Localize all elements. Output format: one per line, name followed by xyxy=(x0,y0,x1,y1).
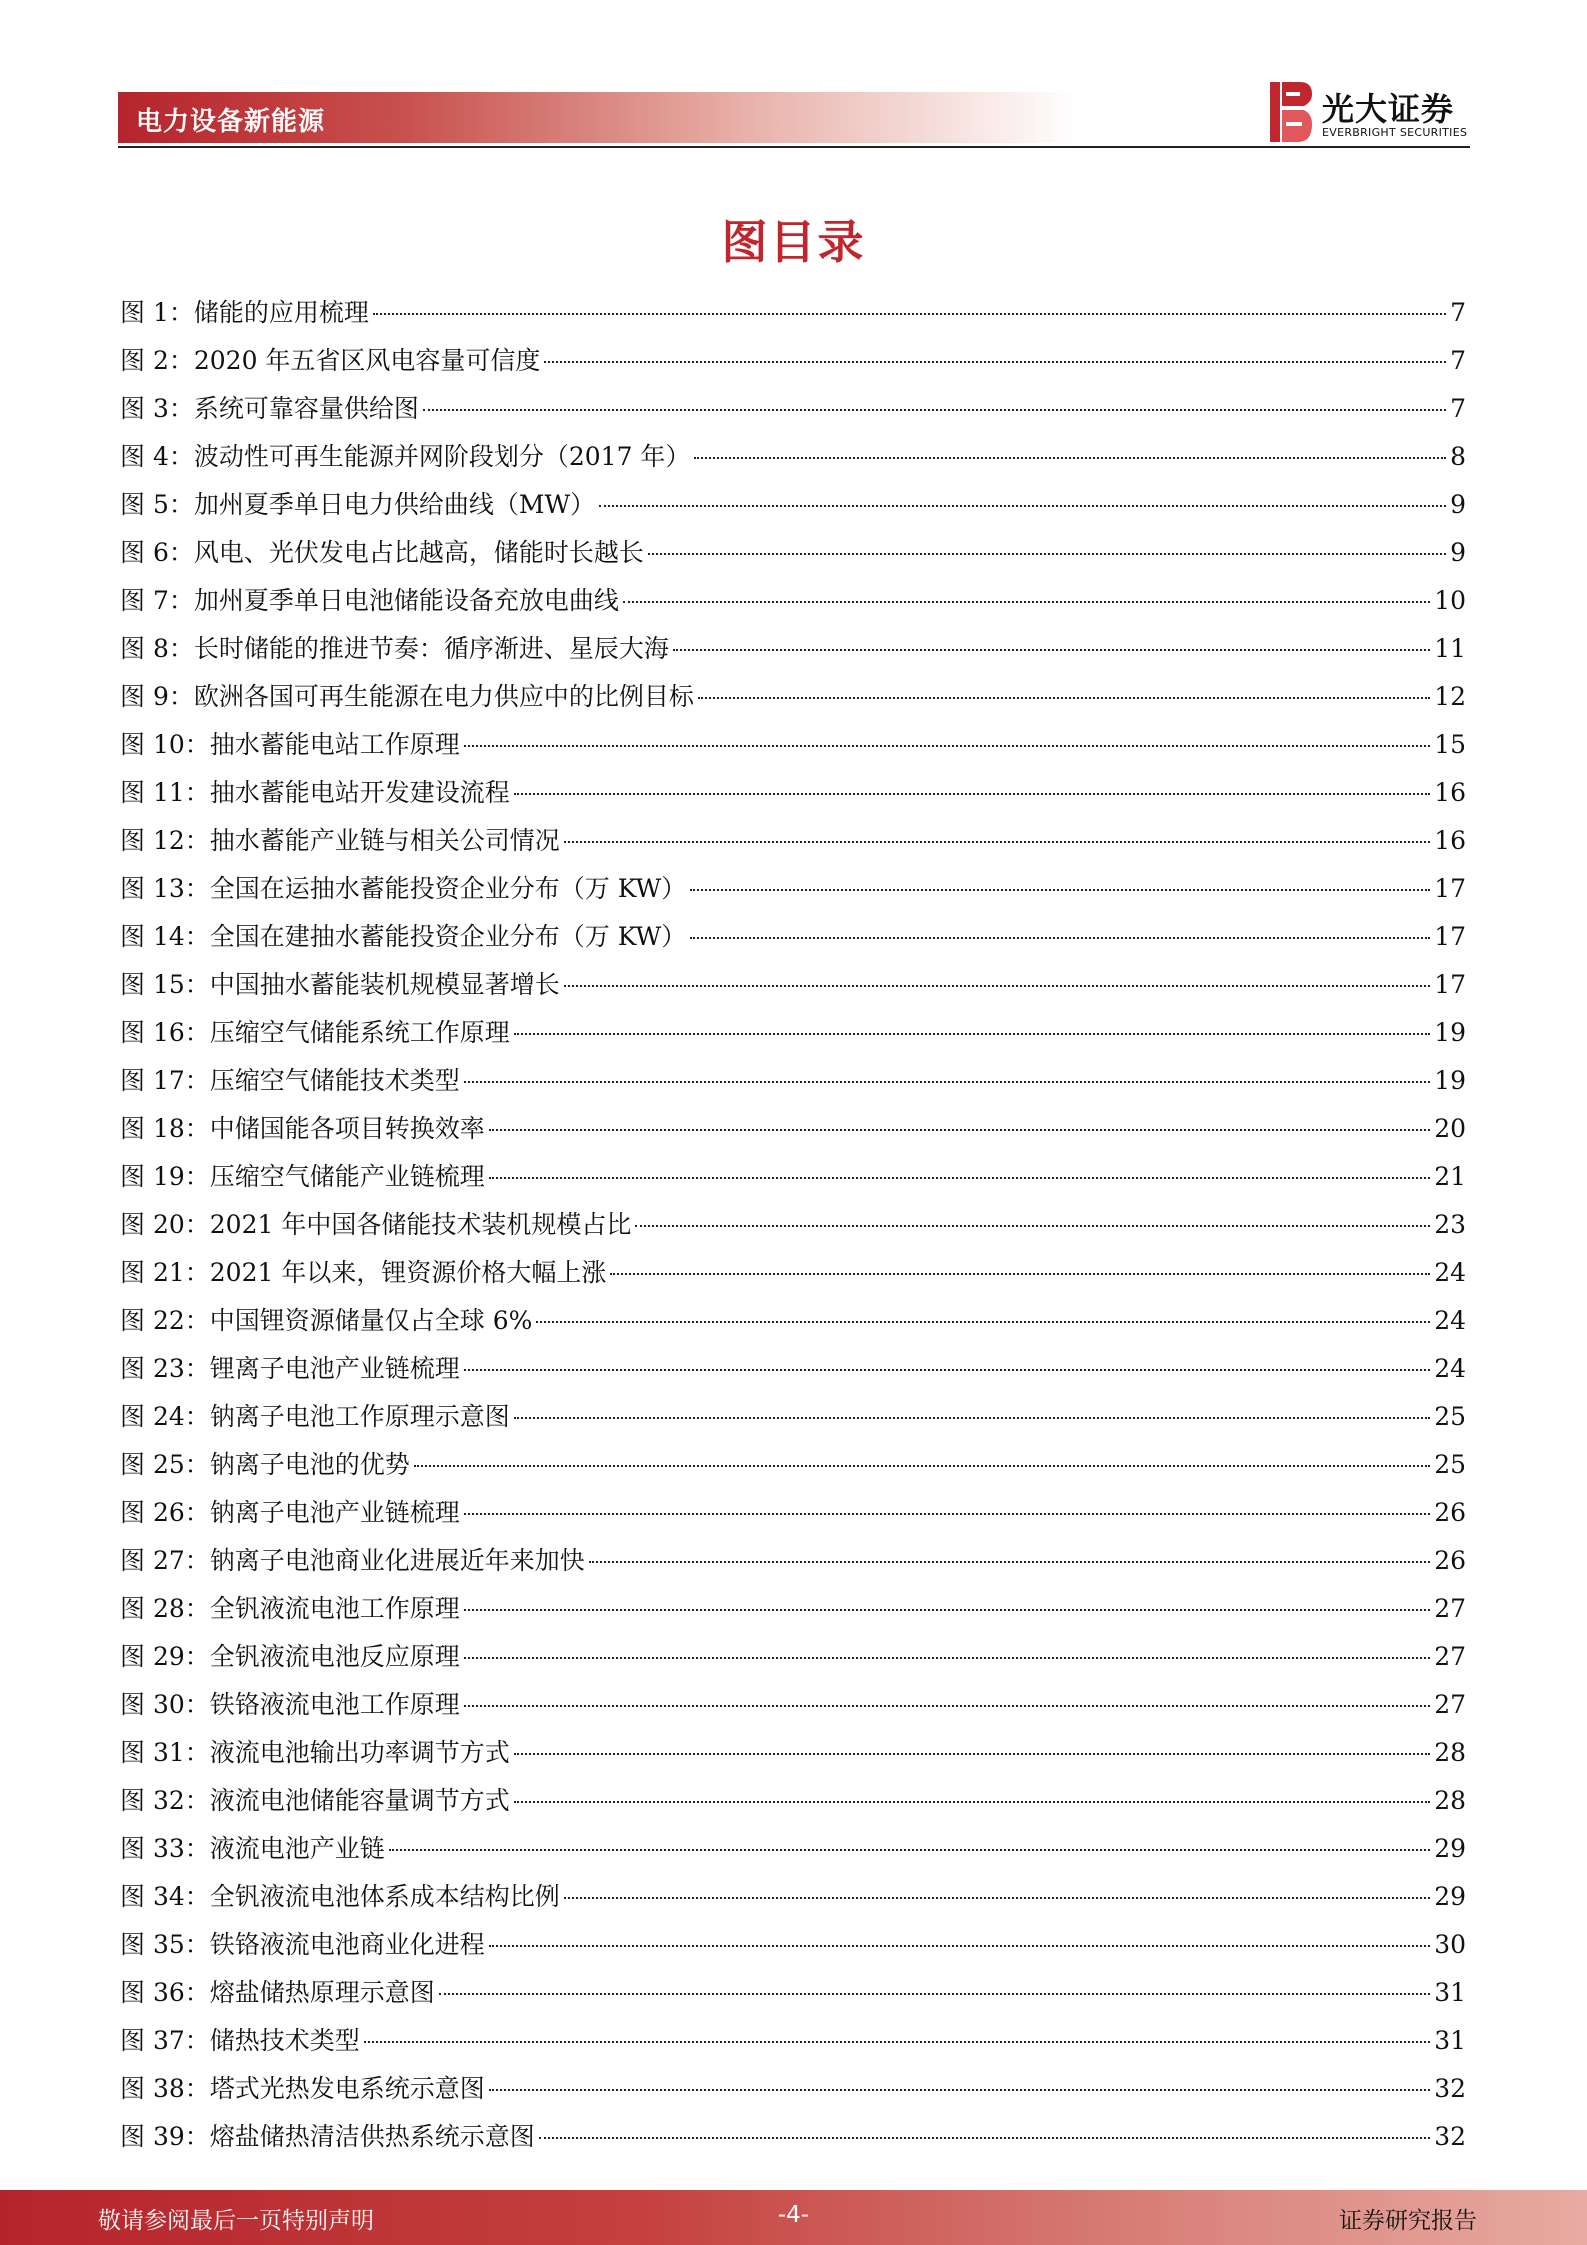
toc-entry-label: 图 14：全国在建抽水蓄能投资企业分布（万 KW） xyxy=(120,922,687,951)
toc-entry-label: 图 22：中国锂资源储量仅占全球 6% xyxy=(120,1306,533,1335)
toc-entry-page: 25 xyxy=(1434,1402,1466,1431)
toc-entry-label: 图 31：液流电池输出功率调节方式 xyxy=(120,1738,510,1767)
toc-entry-label: 图 4：波动性可再生能源并网阶段划分（2017 年） xyxy=(120,442,691,471)
toc-entry[interactable] xyxy=(120,1345,1466,1393)
toc-entry-page: 24 xyxy=(1434,1258,1466,1287)
toc-leader-dots xyxy=(564,1896,1430,1899)
toc-entry[interactable] xyxy=(120,721,1466,769)
toc-entry-page: 7 xyxy=(1450,298,1466,327)
toc-leader-dots xyxy=(464,1368,1430,1371)
toc-leader-dots xyxy=(690,936,1430,939)
toc-entry-label: 图 19：压缩空气储能产业链梳理 xyxy=(120,1162,485,1191)
toc-leader-dots xyxy=(489,1944,1430,1947)
brand-name-en: EVERBRIGHT SECURITIES xyxy=(1322,126,1468,139)
toc-leader-dots xyxy=(464,1656,1430,1659)
toc-entry-page: 19 xyxy=(1434,1066,1466,1095)
toc-entry-label: 图 34：全钒液流电池体系成本结构比例 xyxy=(120,1882,560,1911)
toc-entry-page: 28 xyxy=(1434,1738,1466,1767)
toc-leader-dots xyxy=(698,696,1430,699)
toc-entry[interactable] xyxy=(120,385,1466,433)
toc-entry[interactable] xyxy=(120,529,1466,577)
toc-entry[interactable] xyxy=(120,769,1466,817)
toc-entry[interactable] xyxy=(120,1969,1466,2017)
toc-entry[interactable] xyxy=(120,1681,1466,1729)
toc-leader-dots xyxy=(439,1992,1430,1995)
toc-entry-page: 17 xyxy=(1434,970,1466,999)
toc-entry-page: 11 xyxy=(1434,634,1466,663)
toc-entry-label: 图 13：全国在运抽水蓄能投资企业分布（万 KW） xyxy=(120,874,687,903)
toc-entry[interactable] xyxy=(120,1873,1466,1921)
toc-leader-dots xyxy=(539,2136,1430,2139)
toc-entry[interactable] xyxy=(120,673,1466,721)
toc-entry-label: 图 1：储能的应用梳理 xyxy=(120,298,369,327)
toc-entry-page: 9 xyxy=(1450,490,1466,519)
toc-entry-page: 17 xyxy=(1434,922,1466,951)
toc-entry-label: 图 2：2020 年五省区风电容量可信度 xyxy=(120,346,541,375)
toc-entry[interactable] xyxy=(120,1633,1466,1681)
toc-entry-label: 图 33：液流电池产业链 xyxy=(120,1834,385,1863)
toc-leader-dots xyxy=(464,1080,1430,1083)
toc-entry-page: 7 xyxy=(1450,346,1466,375)
toc-entry-page: 16 xyxy=(1434,778,1466,807)
toc-leader-dots xyxy=(623,600,1430,603)
toc-entry-label: 图 32：液流电池储能容量调节方式 xyxy=(120,1786,510,1815)
toc-entry[interactable] xyxy=(120,2065,1466,2113)
toc-entry-page: 27 xyxy=(1434,1594,1466,1623)
toc-entry-label: 图 6：风电、光伏发电占比越高，储能时长越长 xyxy=(120,538,644,567)
toc-entry[interactable] xyxy=(120,625,1466,673)
toc-entry[interactable] xyxy=(120,1489,1466,1537)
toc-entry-label: 图 16：压缩空气储能系统工作原理 xyxy=(120,1018,510,1047)
toc-entry[interactable] xyxy=(120,2017,1466,2065)
toc-entry[interactable] xyxy=(120,865,1466,913)
brand-name-cn: 光大证券 xyxy=(1322,90,1455,128)
toc-entry-page: 19 xyxy=(1434,1018,1466,1047)
toc-entry-label: 图 3：系统可靠容量供给图 xyxy=(120,394,419,423)
toc-entry[interactable] xyxy=(120,1201,1466,1249)
toc-entry-page: 9 xyxy=(1450,538,1466,567)
toc-entry-label: 图 36：熔盐储热原理示意图 xyxy=(120,1978,435,2007)
toc-entry-page: 27 xyxy=(1434,1690,1466,1719)
toc-leader-dots xyxy=(648,552,1446,555)
toc-leader-dots xyxy=(673,648,1430,651)
toc-entry-label: 图 8：长时储能的推进节奏：循序渐进、星辰大海 xyxy=(120,634,669,663)
toc-entry[interactable] xyxy=(120,433,1466,481)
toc-entry-page: 16 xyxy=(1434,826,1466,855)
section-label: 电力设备新能源 xyxy=(136,107,326,137)
toc-entry[interactable] xyxy=(120,1057,1466,1105)
toc-entry[interactable] xyxy=(120,1441,1466,1489)
toc-leader-dots xyxy=(610,1272,1430,1275)
toc-entry-page: 29 xyxy=(1434,1834,1466,1863)
toc-entry-page: 10 xyxy=(1434,586,1466,615)
toc-entry[interactable] xyxy=(120,337,1466,385)
toc-entry-label: 图 24：钠离子电池工作原理示意图 xyxy=(120,1402,510,1431)
toc-entry-label: 图 7：加州夏季单日电池储能设备充放电曲线 xyxy=(120,586,619,615)
toc-entry[interactable] xyxy=(120,913,1466,961)
toc-leader-dots xyxy=(414,1464,1430,1467)
toc-entry-page: 31 xyxy=(1434,1978,1466,2007)
toc-entry-page: 31 xyxy=(1434,2026,1466,2055)
toc-entry-label: 图 12：抽水蓄能产业链与相关公司情况 xyxy=(120,826,560,855)
toc-entry-label: 图 21：2021 年以来，锂资源价格大幅上涨 xyxy=(120,1258,607,1287)
toc-leader-dots xyxy=(514,1752,1430,1755)
toc-entry[interactable] xyxy=(120,1297,1466,1345)
toc-entry-label: 图 30：铁铬液流电池工作原理 xyxy=(120,1690,460,1719)
toc-entry-page: 20 xyxy=(1434,1114,1466,1143)
toc-leader-dots xyxy=(464,1704,1430,1707)
toc-entry[interactable] xyxy=(120,1729,1466,1777)
page-title: 图目录 xyxy=(721,215,866,269)
toc-entry-label: 图 20：2021 年中国各储能技术装机规模占比 xyxy=(120,1210,632,1239)
toc-leader-dots xyxy=(464,1608,1430,1611)
toc-entry-page: 24 xyxy=(1434,1354,1466,1383)
toc-leader-dots xyxy=(514,1800,1430,1803)
toc-entry-page: 32 xyxy=(1434,2122,1466,2151)
toc-entry[interactable] xyxy=(120,1249,1466,1297)
toc-entry[interactable] xyxy=(120,1009,1466,1057)
toc-entry-page: 24 xyxy=(1434,1306,1466,1335)
toc-entry-label: 图 15：中国抽水蓄能装机规模显著增长 xyxy=(120,970,560,999)
toc-entry-page: 15 xyxy=(1434,730,1466,759)
toc-leader-dots xyxy=(564,840,1430,843)
toc-leader-dots xyxy=(373,312,1446,315)
toc-leader-dots xyxy=(564,984,1430,987)
toc-entry-page: 29 xyxy=(1434,1882,1466,1911)
toc-entry[interactable] xyxy=(120,961,1466,1009)
toc-entry-label: 图 35：铁铬液流电池商业化进程 xyxy=(120,1930,485,1959)
toc-entry[interactable] xyxy=(120,577,1466,625)
footer-report-type: 证券研究报告 xyxy=(1339,2208,1477,2234)
toc-entry-label: 图 11：抽水蓄能电站开发建设流程 xyxy=(120,778,510,807)
toc-entry-label: 图 28：全钒液流电池工作原理 xyxy=(120,1594,460,1623)
footer-page-number: -4- xyxy=(777,2202,810,2228)
toc-entry-label: 图 29：全钒液流电池反应原理 xyxy=(120,1642,460,1671)
toc-leader-dots xyxy=(599,504,1446,507)
toc-leader-dots xyxy=(514,1416,1430,1419)
toc-entry-label: 图 17：压缩空气储能技术类型 xyxy=(120,1066,460,1095)
toc-leader-dots xyxy=(536,1320,1430,1323)
toc-leader-dots xyxy=(489,2088,1430,2091)
toc-entry-page: 30 xyxy=(1434,1930,1466,1959)
toc-leader-dots xyxy=(364,2040,1430,2043)
toc-leader-dots xyxy=(464,744,1430,747)
toc-entry[interactable] xyxy=(120,1585,1466,1633)
toc-entry-page: 27 xyxy=(1434,1642,1466,1671)
toc-entry[interactable] xyxy=(120,289,1466,337)
toc-leader-dots xyxy=(589,1560,1430,1563)
toc-leader-dots xyxy=(690,888,1430,891)
toc-entry[interactable] xyxy=(120,1393,1466,1441)
toc-entry[interactable] xyxy=(120,817,1466,865)
toc-entry[interactable] xyxy=(120,2113,1466,2161)
toc-entry[interactable] xyxy=(120,1153,1466,1201)
toc-entry-label: 图 10：抽水蓄能电站工作原理 xyxy=(120,730,460,759)
brand-logo xyxy=(1270,82,1470,144)
toc-leader-dots xyxy=(514,1032,1430,1035)
toc-leader-dots xyxy=(635,1224,1430,1227)
toc-leader-dots xyxy=(514,792,1430,795)
toc-entry-page: 17 xyxy=(1434,874,1466,903)
toc-leader-dots xyxy=(464,1512,1430,1515)
toc-entry-page: 32 xyxy=(1434,2074,1466,2103)
toc-entry-page: 8 xyxy=(1450,442,1466,471)
toc-leader-dots xyxy=(694,456,1446,459)
toc-entry-label: 图 5：加州夏季单日电力供给曲线（MW） xyxy=(120,490,596,519)
toc-entry-label: 图 23：锂离子电池产业链梳理 xyxy=(120,1354,460,1383)
toc-entry[interactable] xyxy=(120,1777,1466,1825)
toc-entry-label: 图 26：钠离子电池产业链梳理 xyxy=(120,1498,460,1527)
toc-leader-dots xyxy=(423,408,1446,411)
header-rule xyxy=(118,146,1470,148)
everbright-logo-icon xyxy=(1270,82,1312,142)
toc-leader-dots xyxy=(389,1848,1430,1851)
figure-index xyxy=(120,289,1466,2161)
toc-entry-page: 26 xyxy=(1434,1546,1466,1575)
toc-entry-label: 图 38：塔式光热发电系统示意图 xyxy=(120,2074,485,2103)
toc-leader-dots xyxy=(489,1176,1430,1179)
toc-leader-dots xyxy=(489,1128,1430,1131)
toc-leader-dots xyxy=(544,360,1446,363)
toc-entry-label: 图 18：中储国能各项目转换效率 xyxy=(120,1114,485,1143)
toc-entry-label: 图 9：欧洲各国可再生能源在电力供应中的比例目标 xyxy=(120,682,694,711)
toc-entry-label: 图 25：钠离子电池的优势 xyxy=(120,1450,410,1479)
toc-entry-page: 7 xyxy=(1450,394,1466,423)
toc-entry-page: 23 xyxy=(1434,1210,1466,1239)
toc-entry-label: 图 27：钠离子电池商业化进展近年来加快 xyxy=(120,1546,585,1575)
toc-entry-page: 25 xyxy=(1434,1450,1466,1479)
toc-entry-page: 26 xyxy=(1434,1498,1466,1527)
toc-entry[interactable] xyxy=(120,1825,1466,1873)
toc-entry[interactable] xyxy=(120,1105,1466,1153)
toc-entry-page: 21 xyxy=(1434,1162,1466,1191)
toc-entry-page: 28 xyxy=(1434,1786,1466,1815)
toc-entry-label: 图 39：熔盐储热清洁供热系统示意图 xyxy=(120,2122,535,2151)
toc-entry[interactable] xyxy=(120,1921,1466,1969)
toc-entry[interactable] xyxy=(120,1537,1466,1585)
toc-entry[interactable] xyxy=(120,481,1466,529)
toc-entry-page: 12 xyxy=(1434,682,1466,711)
toc-entry-label: 图 37：储热技术类型 xyxy=(120,2026,360,2055)
footer-disclaimer: 敬请参阅最后一页特别声明 xyxy=(98,2208,374,2234)
